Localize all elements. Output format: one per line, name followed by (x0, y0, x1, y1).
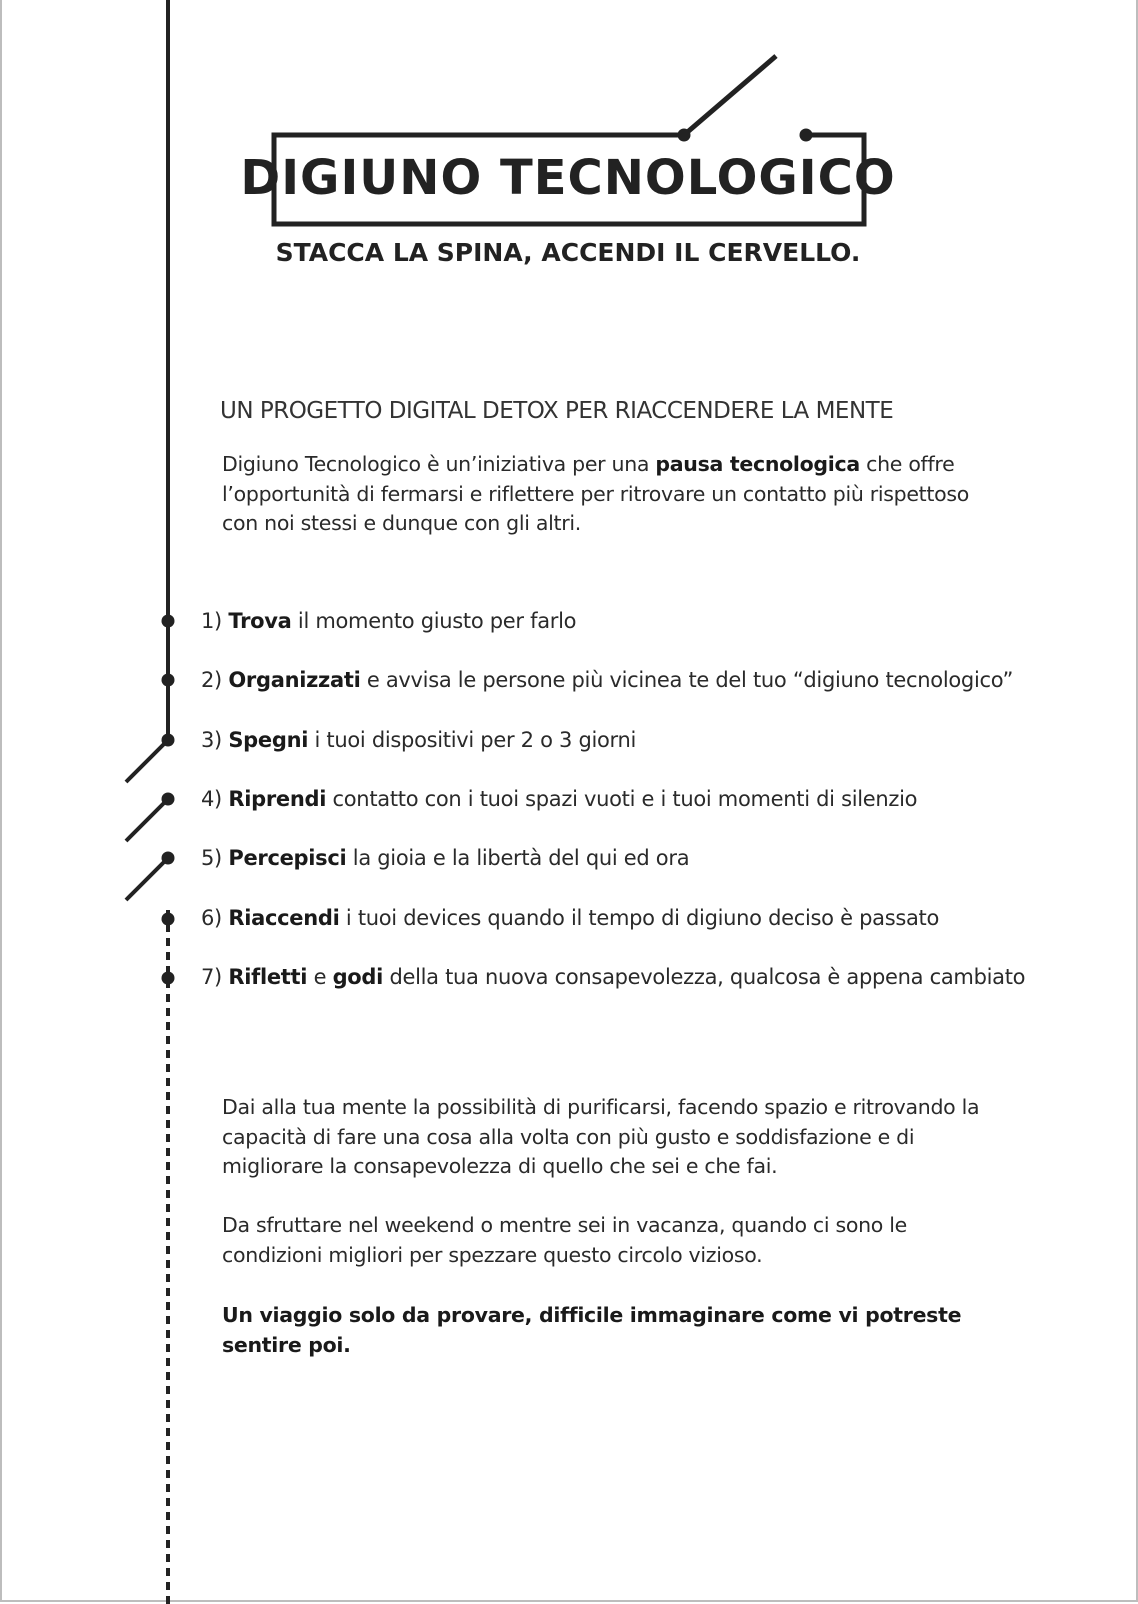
step-keyword: Rifletti (228, 965, 308, 989)
step-item-6 (201, 904, 939, 932)
step-item-1 (201, 607, 576, 635)
step-text: contatto con i tuoi spazi vuoti e i tuoi momenti di silenzio (326, 787, 918, 811)
intro-paragraph (222, 450, 982, 539)
step-keyword: Trova (228, 609, 292, 633)
step-bullet-1 (162, 615, 175, 628)
step-text: e avvisa le persone più vicinea te del tuo “digiuno tecnologico” (360, 668, 1014, 692)
step-item-4 (201, 785, 917, 813)
intro-text-start: Digiuno Tecnologico è un’iniziativa per una (222, 452, 656, 476)
step-bullet-2 (162, 674, 175, 687)
broken-wire-3 (126, 858, 168, 900)
section-heading: UN PROGETTO DIGITAL DETOX PER RIACCENDERE LA MENTE (220, 398, 894, 424)
step-text: i tuoi devices quando il tempo di digiuno deciso è passato (339, 906, 940, 930)
step-bullet-5 (162, 852, 175, 865)
title-box (240, 132, 896, 224)
broken-wire-1 (126, 740, 168, 782)
step-number: 5) (201, 846, 222, 870)
step-number: 3) (201, 728, 222, 752)
closing-paragraph-2: Da sfruttare nel weekend o mentre sei in vacanza, quando ci sono le condizioni migliori per spezzare questo circolo vizioso. (222, 1213, 907, 1267)
intro-text-end: che offre l’opportunità di fermarsi e riflettere per ritrovare un contatto più rispettoso con noi stessi e dunque con gli altri. (222, 452, 970, 535)
step-number: 6) (201, 906, 222, 930)
page-title: DIGIUNO TECNOLOGICO (240, 150, 896, 206)
step-item-5 (201, 844, 689, 872)
step-text: il momento giusto per farlo (291, 609, 577, 633)
broken-wire-2 (126, 799, 168, 841)
step-number: 1) (201, 609, 222, 633)
step-keyword: Percepisci (228, 846, 347, 870)
step-keyword: Organizzati (228, 668, 361, 692)
step-keyword: Spegni (228, 728, 309, 752)
step-item-7 (201, 963, 1025, 991)
step-bullet-6 (162, 913, 175, 926)
closing-statement: Un viaggio solo da provare, difficile immaginare come vi potreste sentire poi. (222, 1303, 962, 1357)
step-item-3 (201, 726, 636, 754)
step-number: 7) (201, 965, 222, 989)
tagline: STACCA LA SPINA, ACCENDI IL CERVELLO. (275, 238, 861, 267)
step-keyword-2: godi (332, 965, 384, 989)
step-item-2 (201, 666, 1013, 694)
step-number: 4) (201, 787, 222, 811)
step-connector: e (307, 965, 333, 989)
closing-paragraph-1: Dai alla tua mente la possibilità di purificarsi, facendo spazio e ritrovando la capacità di fare una cosa alla volta con più gusto e soddisfazione e di migliorare la consapevolezza di quello che sei e che fai. (222, 1095, 980, 1178)
step-keyword: Riprendi (228, 787, 327, 811)
intro-text-bold: pausa tecnologica (655, 452, 860, 476)
step-bullet-3 (162, 734, 175, 747)
step-text: i tuoi dispositivi per 2 o 3 giorni (308, 728, 637, 752)
step-text: della tua nuova consapevolezza, qualcosa è appena cambiato (383, 965, 1026, 989)
step-bullet-7 (162, 972, 175, 985)
step-bullet-4 (162, 793, 175, 806)
step-text: la gioia e la libertà del qui ed ora (346, 846, 690, 870)
step-keyword: Riaccendi (228, 906, 340, 930)
step-number: 2) (201, 668, 222, 692)
